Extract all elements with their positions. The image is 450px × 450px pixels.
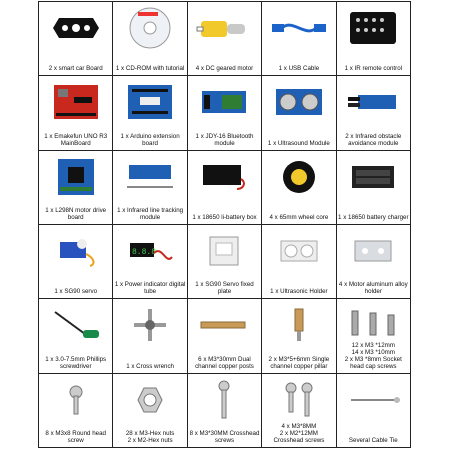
part-cell — [262, 225, 336, 299]
part-cell — [337, 76, 411, 150]
part-caption: 1 x Cross wrench — [126, 362, 174, 370]
part-cell — [113, 374, 187, 448]
part-cell — [188, 76, 262, 150]
part-caption: Several Cable Tie — [348, 437, 398, 444]
wheel-icon — [262, 153, 335, 201]
part-caption: 1 x SG90 Servo fixed plate — [195, 281, 254, 296]
charger-icon — [337, 153, 410, 201]
part-cell — [39, 374, 113, 448]
ultrasonic-holder-icon — [262, 227, 335, 275]
ir-obstacle-icon — [337, 78, 410, 126]
cross-wrench-icon — [113, 301, 186, 349]
part-cell — [113, 225, 187, 299]
usb-cable-icon — [262, 4, 335, 52]
servo-plate-icon — [188, 227, 261, 275]
motor-icon — [188, 4, 261, 52]
ultrasound-module-icon — [262, 78, 335, 126]
part-caption: 1 x Emakefun UNO R3 MainBoard — [44, 132, 108, 147]
motor-holder-icon — [337, 227, 410, 275]
part-cell — [188, 299, 262, 373]
part-caption: 1 x Arduino extension board — [120, 132, 180, 147]
part-caption: 1 x 3.0-7.5mm Phillips screwdriver — [45, 355, 107, 370]
part-cell — [113, 299, 187, 373]
part-cell — [188, 2, 262, 76]
servo-icon — [39, 227, 112, 275]
bluetooth-module-icon — [188, 78, 261, 126]
part-caption: 12 x M3 *12mm 14 x M3 *10mm 2 x M3 *8mm Socket head cap screws — [344, 341, 402, 370]
digital-tube-icon — [113, 227, 186, 275]
part-cell — [337, 374, 411, 448]
cd-icon — [113, 4, 186, 52]
part-cell — [337, 2, 411, 76]
part-cell — [39, 2, 113, 76]
part-cell — [39, 225, 113, 299]
line-tracking-icon — [113, 153, 186, 201]
part-caption: 4 x Motor aluminum alloy holder — [338, 281, 408, 296]
part-cell — [113, 151, 187, 225]
screwdriver-icon — [39, 301, 112, 349]
part-caption: 1 x Infrared line tracking module — [117, 207, 184, 221]
part-caption: 1 x Power indicator digital tube — [114, 281, 186, 296]
part-cell — [188, 225, 262, 299]
part-caption: 1 x L298N motor drive board — [45, 207, 107, 221]
part-caption: 1 x Ultrasonic Holder — [270, 288, 328, 296]
part-caption: 1 x 18650 battery charger — [338, 214, 409, 221]
part-caption: 1 x CD-ROM with tutorial — [115, 65, 185, 73]
round-screw-icon — [39, 376, 112, 424]
extension-board-icon — [113, 78, 186, 126]
part-cell — [39, 299, 113, 373]
part-caption: 28 x M3-Hex nuts 2 x M2-Hex nuts — [125, 430, 175, 444]
battery-box-icon — [188, 153, 261, 201]
part-cell — [262, 76, 336, 150]
part-caption: 2 x smart car Board — [48, 65, 103, 73]
part-cell — [113, 2, 187, 76]
part-caption: 2 x Infrared obstacle avoidance module — [345, 132, 402, 147]
part-cell — [262, 151, 336, 225]
part-cell — [262, 2, 336, 76]
cable-tie-icon — [337, 376, 410, 424]
part-cell — [188, 151, 262, 225]
part-cell — [262, 299, 336, 373]
car-board-icon — [39, 4, 112, 52]
part-cell — [337, 151, 411, 225]
parts-grid — [38, 1, 411, 448]
part-caption: 1 x 18650 li-battery box — [192, 214, 257, 221]
part-caption: 1 x SG90 servo — [54, 288, 98, 296]
part-caption: 1 x JDY-16 Bluetooth module — [195, 132, 254, 147]
part-caption: 4 x DC geared motor — [195, 65, 254, 73]
part-cell — [39, 76, 113, 150]
svg-text:8.8.8: 8.8.8 — [132, 248, 157, 257]
part-cell — [337, 299, 411, 373]
part-caption: 1 x IR remote control — [344, 65, 403, 73]
crosshead-screws-icon — [262, 376, 335, 424]
part-cell — [113, 76, 187, 150]
part-cell — [262, 374, 336, 448]
part-caption: 1 x Ultrasound Module — [267, 139, 330, 147]
part-cell — [337, 225, 411, 299]
part-caption: 1 x USB Cable — [278, 65, 320, 73]
part-caption: 8 x M3x8 Round head screw — [45, 430, 106, 444]
copper-post-icon — [188, 301, 261, 349]
part-cell — [188, 374, 262, 448]
hex-nut-icon — [113, 376, 186, 424]
motor-drive-icon — [39, 153, 112, 201]
remote-icon — [337, 4, 410, 52]
uno-board-icon — [39, 78, 112, 126]
copper-pillar-icon — [262, 301, 335, 349]
part-cell — [39, 151, 113, 225]
part-caption: 2 x M3*5+6mm Single channel copper pillar — [268, 355, 330, 370]
long-screw-icon — [188, 376, 261, 424]
part-caption: 6 x M3*30mm Dual channel copper posts — [195, 355, 254, 370]
part-caption: 4 x 65mm wheel core — [269, 214, 329, 221]
part-caption: 8 x M3*30MM Crosshead screws — [189, 430, 260, 444]
part-caption: 4 x M3*8MM 2 x M2*12MM Crosshead screws — [273, 423, 325, 444]
